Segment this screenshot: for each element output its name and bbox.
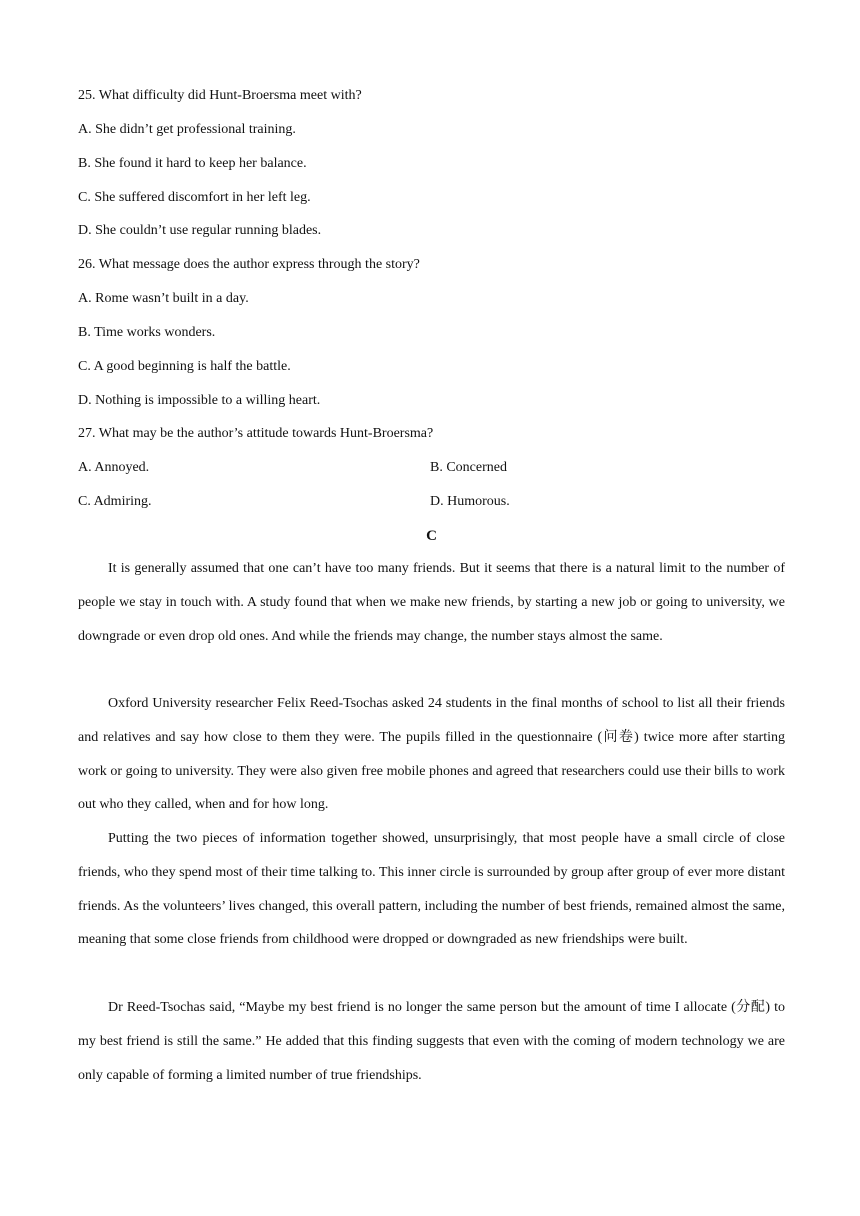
passage-paragraph-3: Putting the two pieces of information together showed, unsurprisingly, that most people have a small circle of close friends, who they spend most of their time talking to. This inner circle is surrounded by group after group of ever more distant friends. As the volunteers’ lives changed, this overall pattern, including the number of best friends, remained almost the same, meaning that some close friends from childhood were dropped or downgraded as new friendships were built.: [78, 831, 785, 948]
passage-paragraph-4: Dr Reed-Tsochas said, “Maybe my best friend is no longer the same person but the amount of time I allocate (分配) to my best friend is still the same.” He added that this finding suggests that even with the coming of modern technology we are only capable of forming a limited number of true friendships.: [78, 1000, 785, 1083]
passage-paragraph-2: Oxford University researcher Felix Reed-Tsochas asked 24 students in the final months of school to list all their friends and relatives and say how close to them they were. The pupils filled in the questionnaire (问卷) twice more after starting work or going to university. They were also given free mobile phones and agreed that researchers could use their bills to work out who they called, when and for how long.: [78, 696, 785, 813]
question-25-option-c: C. She suffered discomfort in her left leg.: [78, 190, 311, 205]
question-27-stem: 27. What may be the author’s attitude towards Hunt-Broersma?: [78, 426, 434, 441]
passage-paragraph-1: It is generally assumed that one can’t have too many friends. But it seems that there is a natural limit to the number of people we stay in touch with. A study found that when we make new friends, by starting a new job or going to university, we downgrade or even drop old ones. And while the friends may change, the number stays almost the same.: [78, 561, 785, 644]
question-27-option-b: B. Concerned: [430, 460, 507, 475]
question-26-option-c: C. A good beginning is half the battle.: [78, 359, 291, 374]
question-25-stem: 25. What difficulty did Hunt-Broersma meet with?: [78, 88, 362, 103]
question-26-stem: 26. What message does the author express through the story?: [78, 257, 420, 272]
question-26-option-b: B. Time works wonders.: [78, 325, 216, 340]
question-27-option-d: D. Humorous.: [430, 494, 510, 509]
question-27-option-a: A. Annoyed.: [78, 460, 150, 475]
question-25-option-d: D. She couldn’t use regular running blades.: [78, 223, 322, 238]
question-25-option-a: A. She didn’t get professional training.: [78, 122, 296, 137]
question-25-option-b: B. She found it hard to keep her balance.: [78, 156, 307, 171]
question-26-option-d: D. Nothing is impossible to a willing heart.: [78, 393, 321, 408]
passage-heading: C: [426, 528, 437, 544]
question-27-option-c: C. Admiring.: [78, 494, 152, 509]
question-26-option-a: A. Rome wasn’t built in a day.: [78, 291, 249, 306]
